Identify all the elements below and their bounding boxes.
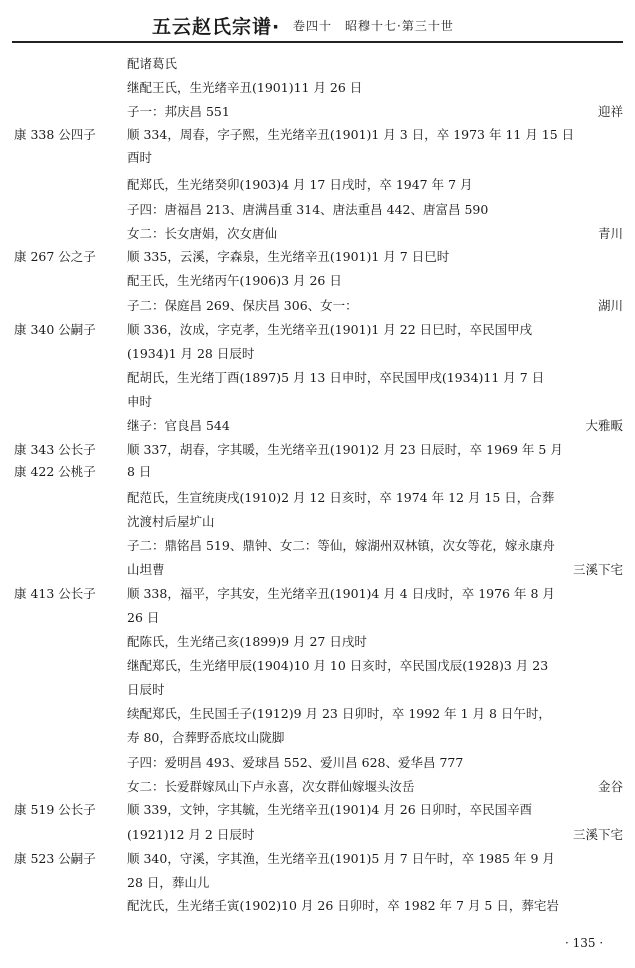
line-text: 配陈氏，生光绪己亥(1899)9 月 27 日戌时 — [127, 634, 367, 649]
line-text: 子二：鼎铭昌 519、鼎钟、女二：等仙，嫁湖州双林镇，次女等花，嫁永康舟 — [127, 538, 555, 553]
line-text: 8 日 — [127, 464, 152, 479]
line-text: 配诸葛氏 — [127, 56, 178, 71]
line-text: 配郑氏，生光绪癸卯(1903)4 月 17 日戌时，卒 1947 年 7 月 — [127, 177, 473, 192]
line-text: 子一：邦庆昌 551 — [127, 104, 230, 119]
line-text: 日辰时 — [127, 682, 165, 697]
header-rule — [12, 41, 623, 43]
side-label: 康 413 公长子 — [14, 586, 96, 601]
place-name: 青川 — [597, 226, 623, 241]
side-label: 康 519 公长子 — [14, 802, 96, 817]
line-text: 顺 340，守溪，字其渔，生光绪辛丑(1901)5 月 7 日午时，卒 1985 年 9 月 — [127, 851, 555, 866]
place-name: 湖川 — [597, 298, 623, 313]
page-header — [0, 0, 635, 41]
line-text: 子二：保庭昌 269、保庆昌 306、女一： — [127, 298, 358, 313]
line-text: 26 日 — [127, 610, 160, 625]
side-label: 康 267 公之子 — [14, 249, 96, 264]
line-text: (1921)12 月 2 日辰时 — [127, 827, 255, 842]
page-number: · 135 · — [565, 936, 604, 950]
place-name: 三溪下宅 — [572, 562, 623, 577]
line-text: 山坦曹 — [127, 562, 165, 577]
line-text: 顺 338，福平，字其安，生光绪辛丑(1901)4 月 4 日戌时，卒 1976 年 8 月 — [127, 586, 555, 601]
volume-subtitle: 卷四十 昭穆十七·第三十世 — [293, 19, 454, 33]
place-name: 三溪下宅 — [572, 827, 623, 842]
line-text: 继配王氏，生光绪辛丑(1901)11 月 26 日 — [127, 80, 363, 95]
side-label: 康 340 公嗣子 — [14, 322, 96, 337]
line-text: 女二：长爱群嫁凤山下卢永喜，次女群仙嫁堰头汝岳 — [127, 779, 415, 794]
line-text: 顺 334，周春，字子熙，生光绪辛丑(1901)1 月 3 日，卒 1973 年 11 月 15 日 — [127, 127, 575, 142]
line-text: 女二：长女唐娟，次女唐仙 — [127, 226, 278, 241]
line-text: 顺 335，云溪，字森泉，生光绪辛丑(1901)1 月 7 日巳时 — [127, 249, 450, 264]
line-text: 配范氏，生宣统庚戌(1910)2 月 12 日亥时，卒 1974 年 12 月 15 日，合葬 — [127, 490, 555, 505]
line-text: 子四：爱明昌 493、爱球昌 552、爱川昌 628、爱华昌 777 — [127, 755, 464, 770]
line-text: 配沈氏，生光绪壬寅(1902)10 月 26 日卯时，卒 1982 年 7 月 5 日，葬宅岩 — [127, 898, 559, 913]
line-text: 沈渡村后屋圹山 — [127, 514, 215, 529]
line-text: 续配郑氏，生民国壬子(1912)9 月 23 日卯时，卒 1992 年 1 月 8 日午时， — [127, 706, 551, 721]
place-name: 迎祥 — [597, 104, 623, 119]
line-text: 申时 — [127, 394, 153, 409]
line-text: 寿 80，合葬野岙底坟山陇脚 — [127, 730, 285, 745]
side-label: 康 523 公嗣子 — [14, 851, 96, 866]
line-text: (1934)1 月 28 日辰时 — [127, 346, 255, 361]
line-text: 顺 339，文钟，字其毓，生光绪辛丑(1901)4 月 26 日卯时，卒民国辛酉 — [127, 802, 533, 817]
line-text: 配胡氏，生光绪丁酉(1897)5 月 13 日申时，卒民国甲戌(1934)11 月 7 日 — [127, 370, 545, 385]
line-text: 继配郑氏，生光绪甲辰(1904)10 月 10 日亥时，卒民国戊辰(1928)3 月 23 — [127, 658, 549, 673]
line-text: 顺 336，汝成，字克孝，生光绪辛丑(1901)1 月 22 日巳时，卒民国甲戌 — [127, 322, 533, 337]
genealogy-title: 五云赵氏宗谱· — [152, 16, 281, 38]
place-name: 金谷 — [597, 779, 623, 794]
line-text: 子四：唐福昌 213、唐满昌重 314、唐法重昌 442、唐富昌 590 — [127, 202, 489, 217]
line-text: 酉时 — [127, 150, 153, 165]
line-text: 继子：官良昌 544 — [127, 418, 230, 433]
side-label: 康 338 公四子 — [14, 127, 96, 142]
place-name: 大雅畈 — [585, 418, 623, 433]
side-label: 康 343 公长子 — [14, 442, 96, 457]
line-text: 配王氏，生光绪丙午(1906)3 月 26 日 — [127, 273, 342, 288]
line-text: 28 日，葬山儿 — [127, 875, 210, 890]
side-label: 康 422 公桃子 — [14, 464, 96, 479]
line-text: 顺 337，胡春，字其暖，生光绪辛丑(1901)2 月 23 日辰时，卒 1969 年 5 月 — [127, 442, 563, 457]
